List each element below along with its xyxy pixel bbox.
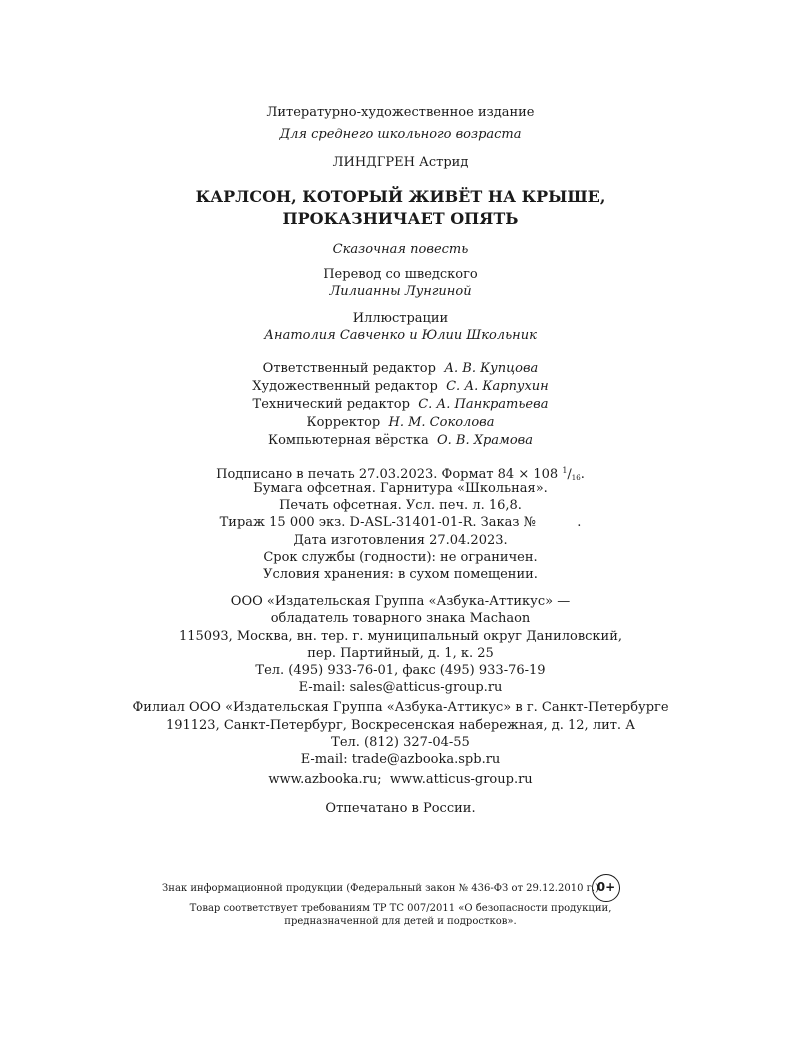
credit-name: А. В. Купцова — [444, 361, 539, 376]
paper-info: Бумага офсетная. Гарнитура «Школьная». — [253, 481, 548, 496]
credit-role: Корректор — [306, 415, 381, 430]
compliance-line-2: предназначенной для детей и подростков». — [284, 916, 517, 927]
credit-line — [0, 378, 801, 395]
publisher-name: ООО «Издательская Группа «Азбука-Аттикус» — — [230, 594, 571, 609]
audience: Для среднего школьного возраста — [279, 127, 522, 142]
printed-in: Отпечатано в России. — [325, 801, 476, 816]
illustrations-label: Иллюстрации — [352, 311, 449, 326]
branch-name: Филиал ООО «Издательская Группа «Азбука-Аттикус» в г. Санкт-Петербурге — [132, 700, 669, 715]
publisher-address-1: 115093, Москва, вн. тер. г. муниципальный округ Даниловский, — [178, 629, 623, 644]
credit-role: Технический редактор — [252, 397, 410, 412]
credit-line — [0, 360, 801, 377]
translation-label: Перевод со шведского — [323, 267, 478, 282]
publisher-phone: Тел. (495) 933-76-01, факс (495) 933-76-19 — [255, 663, 546, 678]
credit-name: С. А. Карпухин — [446, 379, 549, 394]
print-info: Печать офсетная. Усл. печ. л. 16,8. — [279, 498, 522, 513]
publisher-address-2: пер. Партийный, д. 1, к. 25 — [307, 646, 494, 661]
websites: www.azbooka.ru; www.atticus-group.ru — [268, 772, 533, 787]
storage-conditions: Условия хранения: в сухом помещении. — [263, 567, 538, 582]
credit-line — [0, 432, 801, 449]
credit-role: Художественный редактор — [252, 379, 438, 394]
credit-name: Н. М. Соколова — [388, 415, 495, 430]
compliance-line-1: Товар соответствует требованиям ТР ТС 007/2011 «О безопасности продукции, — [189, 903, 612, 914]
credit-line — [0, 396, 801, 413]
author: ЛИНДГРЕН Астрид — [332, 155, 469, 170]
credit-role: Компьютерная вёрстка — [268, 433, 429, 448]
credit-line — [0, 414, 801, 431]
illustrators: Анатолия Савченко и Юлии Школьник — [264, 328, 537, 343]
info-product-mark: Знак информационной продукции (Федеральный закон № 436-ФЗ от 29.12.2010 г.) — [162, 883, 599, 894]
publisher-email: E-mail: sales@atticus-group.ru — [298, 680, 503, 695]
translator: Лилианны Лунгиной — [329, 284, 472, 299]
book-title-line-2: ПРОКАЗНИЧАЕТ ОПЯТЬ — [282, 209, 519, 228]
credit-name: О. В. Храмова — [436, 433, 533, 448]
book-title-line-1: КАРЛСОН, КОТОРЫЙ ЖИВЁТ НА КРЫШЕ, — [195, 187, 606, 206]
credit-role: Ответственный редактор — [262, 361, 436, 376]
branch-email: E-mail: trade@azbooka.spb.ru — [300, 752, 501, 767]
credit-name: С. А. Панкратьева — [418, 397, 549, 412]
manufacture-date: Дата изготовления 27.04.2023. — [293, 533, 508, 548]
branch-phone: Тел. (812) 327-04-55 — [331, 735, 470, 750]
genre: Сказочная повесть — [332, 242, 469, 257]
age-rating-badge: 0+ — [592, 874, 620, 902]
shelf-life: Срок службы (годности): не ограничен. — [263, 550, 538, 565]
signed-to-print: Подписано в печать 27.03.2023. Формат 84 × 108 $^1/_{16}$. — [216, 466, 585, 482]
branch-address: 191123, Санкт-Петербург, Воскресенская набережная, д. 12, лит. А — [165, 718, 636, 733]
edition-type: Литературно-художественное издание — [266, 105, 535, 120]
publisher-trademark: обладатель товарного знака Machaon — [270, 611, 531, 626]
print-run: Тираж 15 000 экз. D-ASL-31401-01-R. Заказ № . — [219, 515, 582, 530]
